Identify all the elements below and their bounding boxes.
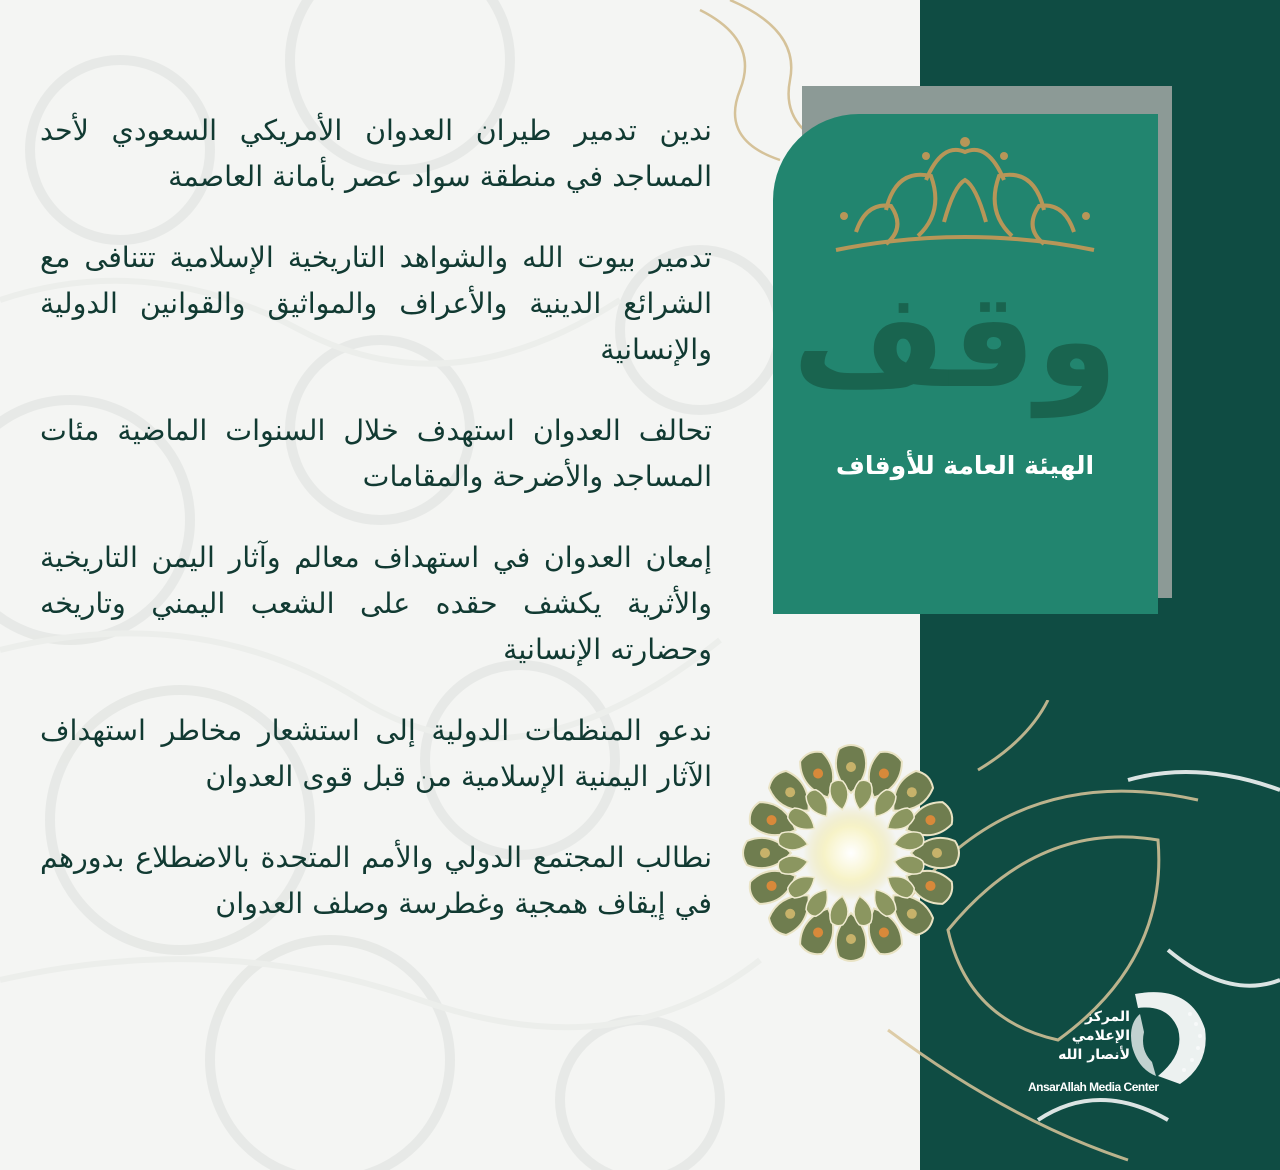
statement-paragraph: ندعو المنظمات الدولية إلى استشعار مخاطر استهداف الآثار اليمنية الإسلامية من قبل قوى العدوان: [40, 714, 712, 793]
media-center-line: لأنصار الله: [1058, 1047, 1130, 1063]
islamic-mandala-ornament-icon: [736, 738, 966, 968]
islamic-crown-ornament-icon: [826, 132, 1104, 262]
statement-paragraph: تدمير بيوت الله والشواهد التاريخية الإسلامية تتنافى مع الشرائع الدينية والأعراف والمواثيق والقوانين الدولية والإنسانية: [40, 241, 712, 366]
statement-paragraph: تحالف العدوان استهدف خلال السنوات الماضية مئات المساجد والأضرحة والمقامات: [40, 414, 712, 493]
media-center-english-name: AnsarAllah Media Center: [1028, 1080, 1159, 1094]
statements-list: [40, 108, 712, 962]
waqf-logo-word: وقف: [792, 264, 1118, 418]
media-center-arabic-name: [1040, 1008, 1130, 1065]
statement-paragraph: نطالب المجتمع الدولي والأمم المتحدة بالاضطلاع بدورهم في إيقاف همجية وغطرسة وصلف العدوان: [40, 841, 712, 920]
organization-name: الهيئة العامة للأوقاف: [835, 451, 1095, 480]
media-center-line: الإعلامي: [1071, 1028, 1130, 1044]
statement-paragraph: ندين تدمير طيران العدوان الأمريكي السعودي لأحد المساجد في منطقة سواد عصر بأمانة العاصمة: [40, 114, 712, 193]
media-center-line: المركز: [1084, 1009, 1130, 1025]
statement-paragraph: إمعان العدوان في استهداف معالم وآثار اليمن التاريخية والأثرية يكشف حقده على الشعب اليمني وتاريخه وحضارته الإنسانية: [40, 541, 712, 666]
